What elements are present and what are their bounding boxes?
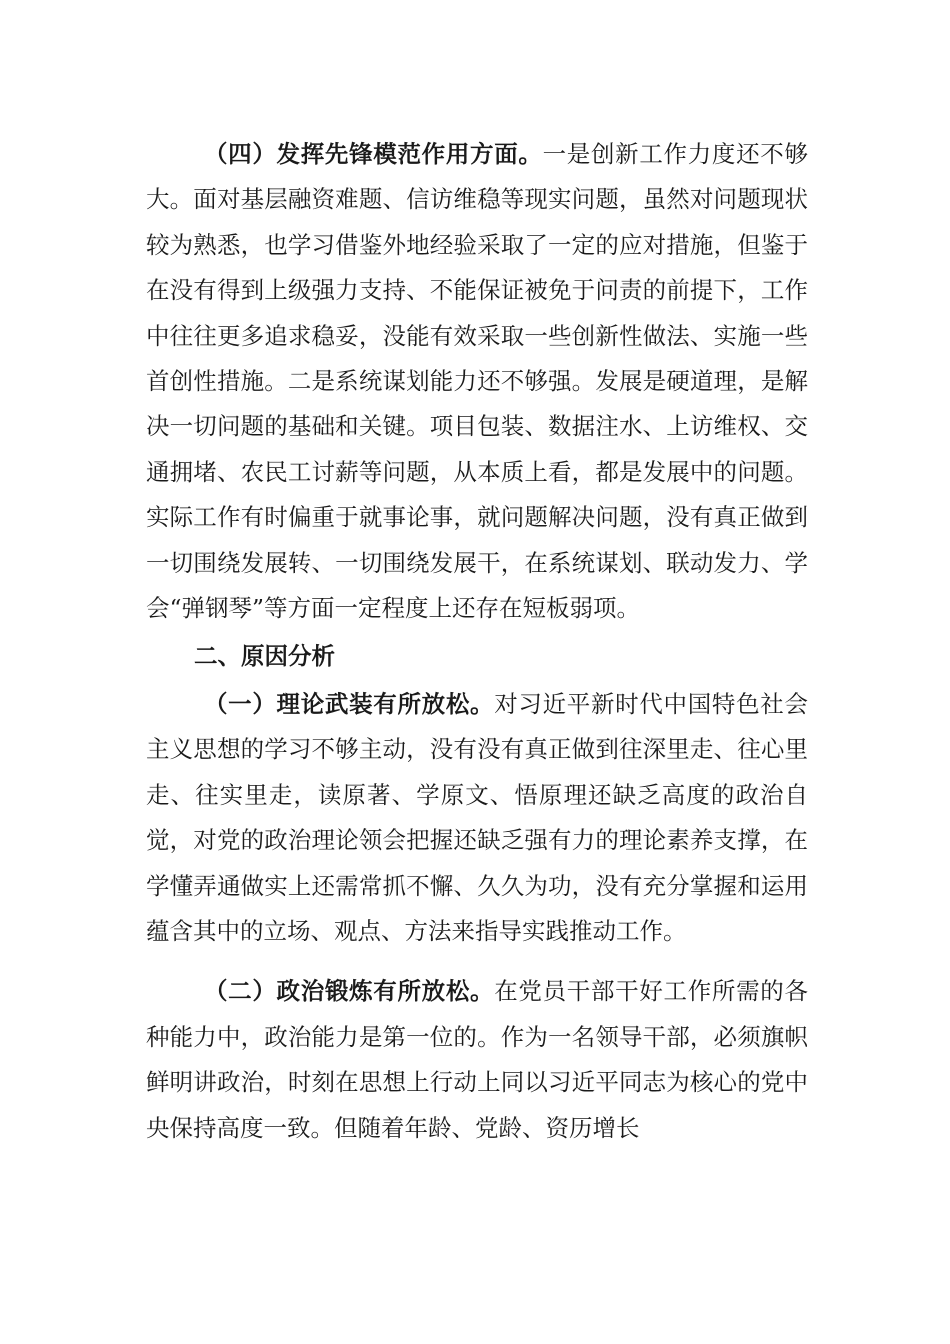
paragraph-lead: （四）发挥先锋模范作用方面。 [204, 140, 543, 168]
document-body [146, 132, 808, 1151]
paragraph-text: 在党员干部干好工作所需的各种能力中，政治能力是第一位的。作为一名领导干部，必须旗帜鲜明讲政治，时刻在思想上行动上同以习近平同志为核心的党中央保持高度一致。但随着年龄、党龄、资历增长 [146, 977, 808, 1142]
paragraph-lead: （二）政治锻炼有所放松。 [204, 977, 495, 1006]
paragraph-lead: （一）理论武装有所放松。 [204, 689, 495, 718]
paragraph-reason-one [146, 682, 808, 954]
paragraph-text: 一是创新工作力度还不够大。面对基层融资难题、信访维稳等现实问题，虽然对问题现状较为熟悉，也学习借鉴外地经验采取了一定的应对措施，但鉴于在没有得到上级强力支持、不能保证被免于问责的前提下，工作中往往更多追求稳妥，没能有效采取一些创新性做法、实施一些首创性措施。二是系统谋划能力还不够强。发展是硬道理，是解决一切问题的基础和关键。项目包装、数据注水、上访维权、交通拥堵、农民工讨薪等问题，从本质上看，都是发展中的问题。实际工作有时偏重于就事论事，就问题解决问题，没有真正做到一切围绕发展转、一切围绕发展干，在系统谋划、联动发力、学会“弹钢琴”等方面一定程度上还存在短板弱项。 [146, 140, 808, 623]
paragraph-text: 对习近平新时代中国特色社会主义思想的学习不够主动，没有没有真正做到往深里走、往心里走、往实里走，读原著、学原文、悟原理还缺乏高度的政治自觉，对党的政治理论领会把握还缺乏强有力的理论素养支撑，在学懂弄通做实上还需常抓不懈、久久为功，没有充分掌握和运用蕴含其中的立场、观点、方法来指导实践推动工作。 [146, 689, 808, 945]
paragraph-reason-two [146, 969, 808, 1151]
section-heading: 二、原因分析 [194, 642, 335, 671]
paragraph-section-four [146, 132, 808, 631]
